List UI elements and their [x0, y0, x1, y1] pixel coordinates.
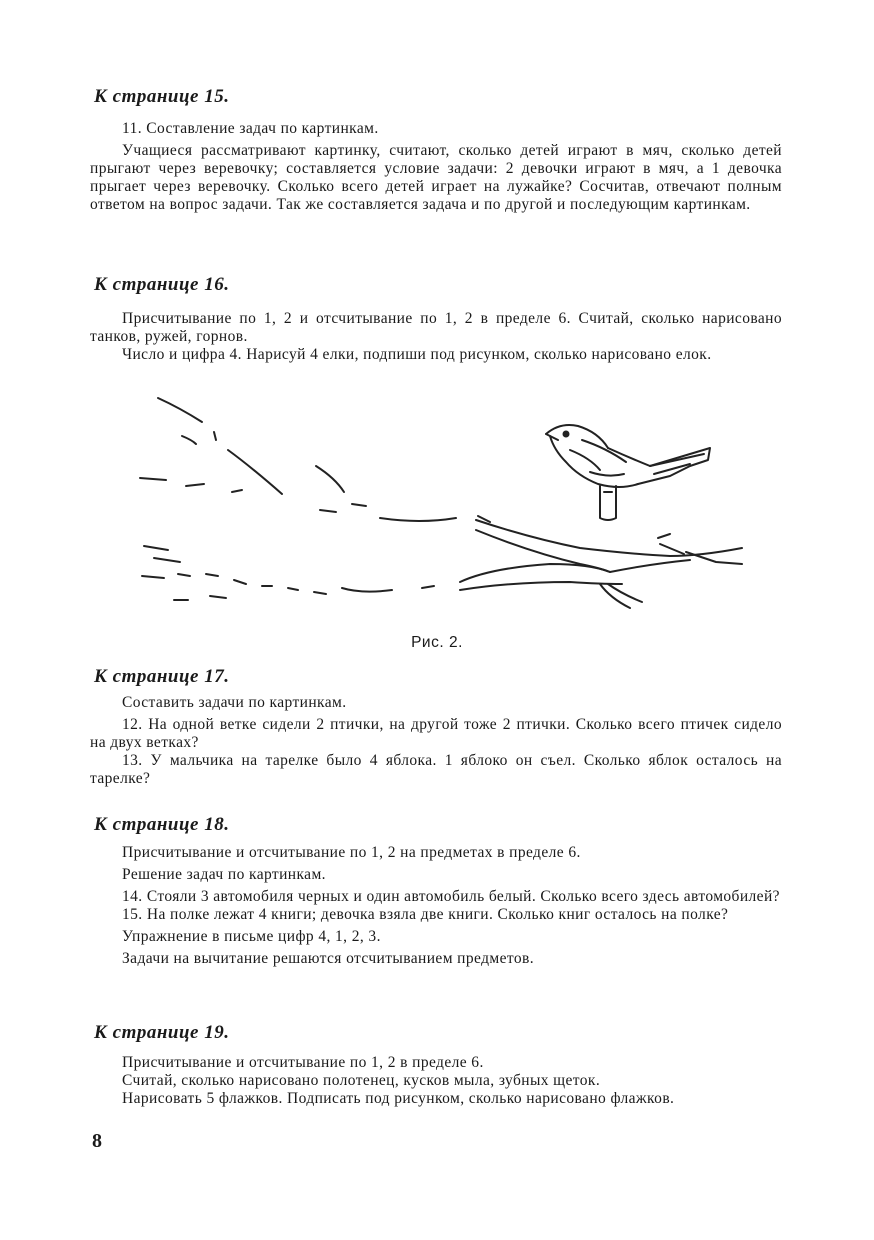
- motion-lines-lower: [142, 546, 434, 600]
- solve-tasks-text: Решение задач по картинкам.: [122, 866, 326, 883]
- count-items-text: Считай, сколько нарисовано полотенец, кусков мыла, зубных щеток.: [122, 1072, 601, 1089]
- section-body-16: [90, 310, 782, 364]
- section-body-19: [90, 1054, 782, 1108]
- subtraction-text: Задачи на вычитание решаются отсчитыванием предметов.: [122, 950, 534, 967]
- bird-on-branch-illustration: [130, 388, 750, 618]
- figure-caption: Рис. 2.: [411, 634, 463, 651]
- section-heading-17: К странице 17.: [94, 666, 230, 687]
- bird: [546, 425, 710, 520]
- section-heading-16: К странице 16.: [94, 274, 230, 295]
- task-14-text: 14. Стояли 3 автомобиля черных и один автомобиль белый. Сколько всего здесь автомобилей?: [122, 888, 780, 905]
- section-body-17: [90, 694, 782, 788]
- section-heading-18: К странице 18.: [94, 814, 230, 835]
- page-number: 8: [92, 1130, 102, 1152]
- task-11-text: Учащиеся рассматривают картинку, считают, сколько детей играют в мяч, сколько детей прыгают через веревочку; составляется условие задачи: 2 девочки играют в мяч, а 1 девочка прыгает через веревочку. Сколько всего детей играет на лужайке? Сосчитав, отвечают полным ответом на вопрос задачи. Так же составляется задача и по другой и последующим картинкам.: [90, 142, 782, 213]
- section-heading-19: К странице 19.: [94, 1022, 230, 1043]
- task-13-text: 13. У мальчика на тарелке было 4 яблока. 1 яблоко он съел. Сколько яблок осталось на тарелке?: [90, 752, 782, 787]
- task-12-text: 12. На одной ветке сидели 2 птички, на другой тоже 2 птички. Сколько всего птичек сидело на двух ветках?: [90, 716, 782, 751]
- number-four-text: Число и цифра 4. Нарисуй 4 елки, подпиши под рисунком, сколько нарисовано елок.: [122, 346, 712, 363]
- digit-writing-text: Упражнение в письме цифр 4, 1, 2, 3.: [122, 928, 381, 945]
- task-15-text: 15. На полке лежат 4 книги; девочка взяла две книги. Сколько книг осталось на полке?: [122, 906, 729, 923]
- task-11-title: 11. Составление задач по картинкам.: [122, 120, 379, 137]
- counting-objects-text: Присчитывание и отсчитывание по 1, 2 на предметах в пределе 6.: [122, 844, 581, 861]
- section-body-18: [90, 844, 782, 968]
- section-heading-15: К странице 15.: [94, 86, 230, 107]
- section-body-15: [90, 120, 782, 214]
- motion-lines-upper: [140, 398, 456, 521]
- draw-flags-text: Нарисовать 5 флажков. Подписать под рисунком, сколько нарисовано флажков.: [122, 1090, 675, 1107]
- counting-range-text: Присчитывание и отсчитывание по 1, 2 в пределе 6.: [122, 1054, 484, 1071]
- branch: [460, 516, 742, 608]
- compose-tasks-text: Составить задачи по картинкам.: [122, 694, 347, 711]
- counting-exercise-text: Присчитывание по 1, 2 и отсчитывание по 1, 2 в пределе 6. Считай, сколько нарисовано танков, ружей, горнов.: [90, 310, 782, 345]
